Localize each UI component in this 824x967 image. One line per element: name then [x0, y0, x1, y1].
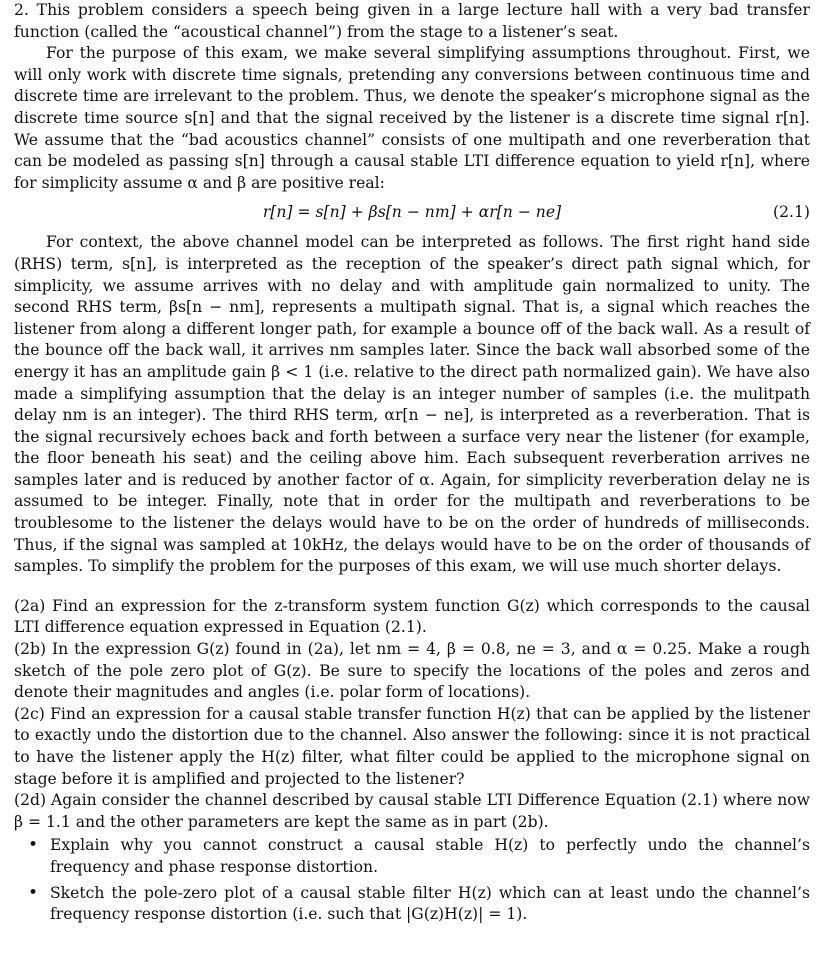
assumptions-paragraph: For the purpose of this exam, we make several simplifying assumptions throughout. First, we will only work with discrete time signals, pretending any conversions between continuous time and discrete time are irrelevant to the problem. Thus, we denote the speaker’s microphone signal as the discrete time source s[n] and that the signal received by the listener is a discrete time signal r[n]. We assume that the “bad acoustics channel” consists of one multipath and one reverberation that can be modeled as passing s[n] through a causal stable LTI difference equation to yield r[n], where for simplicity assume α and β are positive real: [14, 44, 810, 192]
bullet-item: • Explain why you cannot construct a causal stable H(z) to perfectly undo the channel’s frequency and phase response distortion. [50, 835, 810, 878]
part-2b: (2b) In the expression G(z) found in (2a), let nm = 4, β = 0.8, ne = 3, and α = 0.25. Make a rough sketch of the pole zero plot of G(z). Be sure to specify the locations of the poles and zeros and denote their magnitudes and angles (i.e. polar form of locations). [14, 640, 810, 702]
part-2d: (2d) Again consider the channel described by causal stable LTI Difference Equation (2.1) where now β = 1.1 and the other parameters are kept the same as in part (2b). [14, 791, 810, 831]
part-2c: (2c) Find an expression for a causal stable transfer function H(z) that can be applied by the listener to exactly undo the distortion due to the channel. Also answer the following: since it is not practical to have the listener apply the H(z) filter, what filter could be applied to the microphone signal on stage before it is amplified and projected to the listener? [14, 704, 810, 788]
section-spacer [14, 578, 810, 596]
part-2d-bullets [14, 835, 810, 925]
equation-label: (2.1) [773, 203, 810, 222]
bullet-item: • Sketch the pole-zero plot of a causal stable filter H(z) which can at least undo the channel’s frequency response distortion (i.e. such that |G(z)H(z)| = 1). [50, 883, 810, 926]
equation-2-1 [14, 196, 810, 228]
problem-intro: 2. This problem considers a speech being given in a large lecture hall with a very bad transfer function (called the “acoustical channel”) from the stage to a listener’s seat. [14, 1, 810, 41]
context-paragraph: For context, the above channel model can be interpreted as follows. The first right hand side (RHS) term, s[n], is interpreted as the reception of the speaker’s direct path signal which, for simplicity, we assume arrives with no delay and with amplitude gain normalized to unity. The second RHS term, βs[n − nm], represents a multipath signal. That is, a signal which reaches the listener from along a different longer path, for example a bounce off of the back wall. As a result of the bounce off the back wall, it arrives nm samples later. Since the back wall absorbed some of the energy it has an amplitude gain β < 1 (i.e. relative to the direct path normalized gain). We have also made a simplifying assumption that the delay is an integer number of samples (i.e. the mulitpath delay nm is an integer). The third RHS term, αr[n − ne], is interpreted as a reverberation. That is the signal recursively echoes back and forth between a surface very near the listener (for example, the floor beneath his seat) and the ceiling above him. Each subsequent reverberation arrives ne samples later and is reduced by another factor of α. Again, for simplicity reverberation delay ne is assumed to be integer. Finally, note that in order for the multipath and reverberations to be troublesome to the listener the delays would have to be on the order of hundreds of milliseconds. Thus, if the signal was sampled at 10kHz, the delays would have to be on the order of thousands of samples. To simplify the problem for the purposes of this exam, we will use much shorter delays. [14, 233, 810, 576]
part-2a: (2a) Find an expression for the z-transform system function G(z) which corresponds to the causal LTI difference equation expressed in Equation (2.1). [14, 596, 810, 637]
equation-text: r[n] = s[n] + βs[n − nm] + αr[n − ne] [262, 203, 562, 222]
